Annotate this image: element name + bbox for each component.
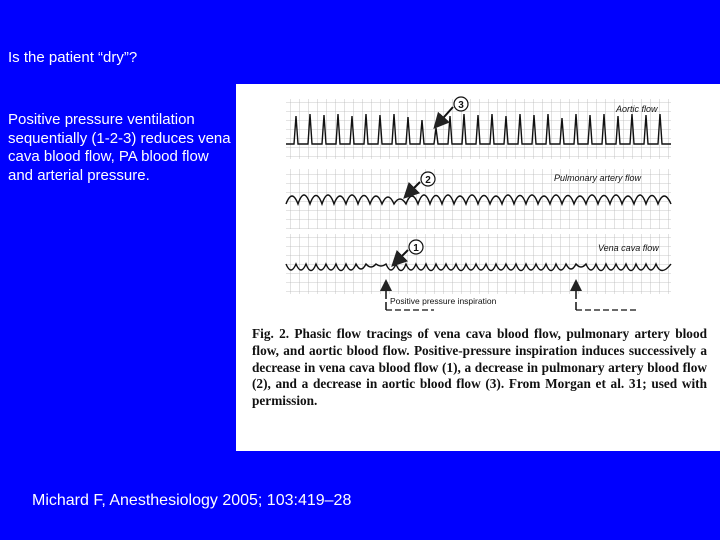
marker-3-label: 3 xyxy=(458,100,464,111)
citation: Michard F, Anesthesiology 2005; 103:419–28 xyxy=(32,492,352,509)
figure-panel xyxy=(236,84,720,451)
slide-body-text: Positive pressure ventilation sequentially (1-2-3) reduces vena cava blood flow, PA blood flow and arterial pressure. xyxy=(8,111,231,184)
vena-cava-flow-label: Vena cava flow xyxy=(598,243,659,253)
aortic-flow-label: Aortic flow xyxy=(616,104,658,114)
inspiration-label: Positive pressure inspiration xyxy=(390,296,497,306)
slide-title: Is the patient “dry”? xyxy=(8,49,138,66)
figure-caption: Fig. 2. Phasic flow tracings of vena cava blood flow, pulmonary artery blood flow, and aortic blood flow. Positive-pressure inspiration induces successively a decrease in vena cava blood flow (1), a decrease in pulmonary artery blood flow (2), and a decrease in aortic blood flow (3). From Morgan et al. 31; used with permission. xyxy=(252,326,707,409)
pulmonary-flow-label: Pulmonary artery flow xyxy=(554,173,642,183)
flow-tracings-figure xyxy=(236,84,720,319)
marker-1-label: 1 xyxy=(413,243,419,254)
marker-2-label: 2 xyxy=(425,175,431,186)
